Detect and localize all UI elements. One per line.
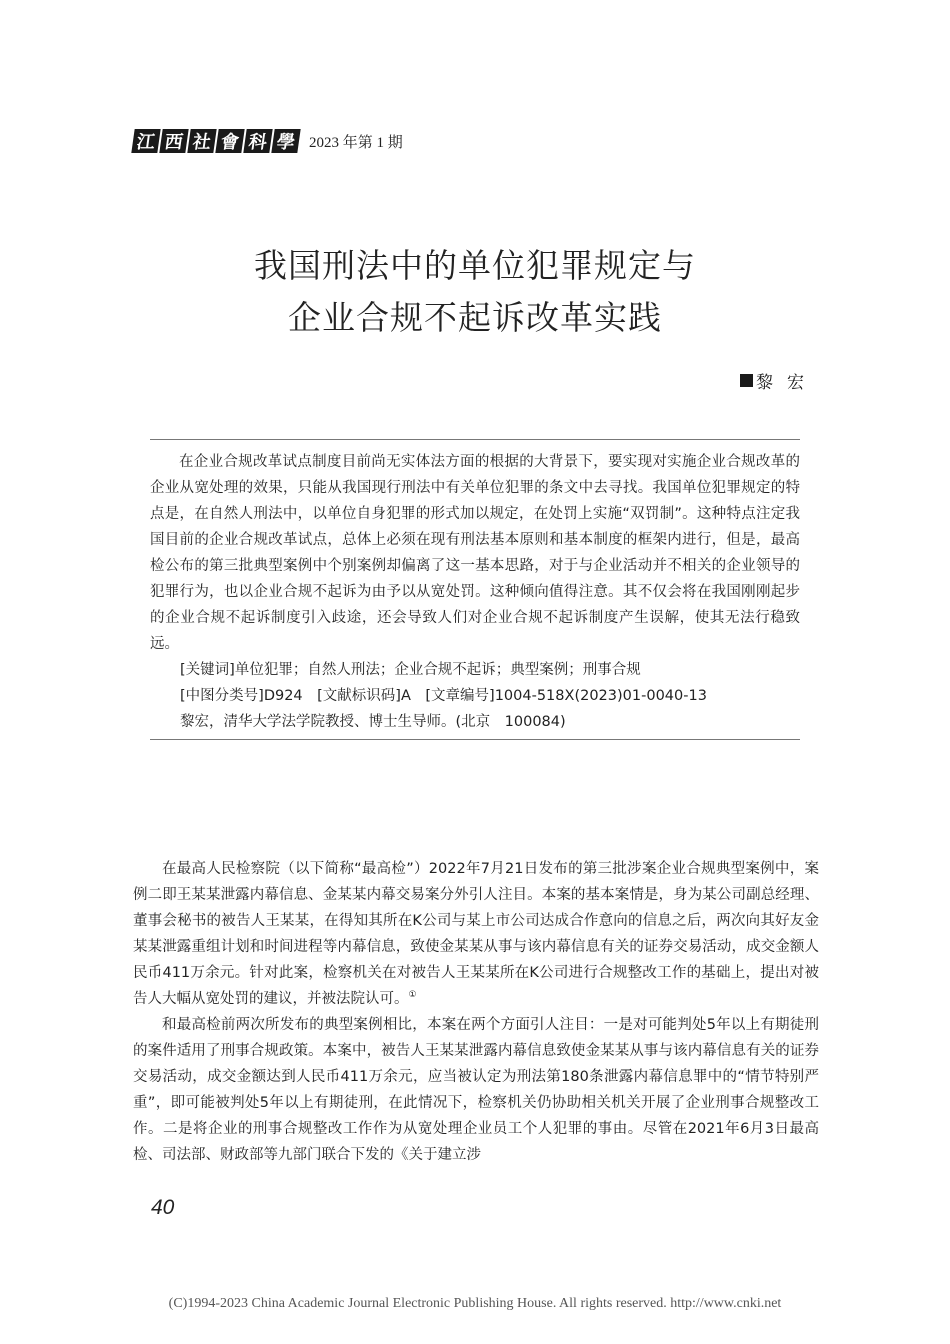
author-name: 黎宏	[756, 373, 818, 393]
journal-masthead-logo	[133, 128, 301, 154]
abstract-bottom-rule	[150, 739, 800, 740]
article-body	[133, 856, 819, 1168]
article-title-line-1: 我国刑法中的单位犯罪规定与	[254, 246, 696, 285]
author-byline	[740, 368, 818, 393]
masthead-char: 社	[187, 129, 216, 153]
keywords-line: [关键词]单位犯罪；自然人刑法；企业合规不起诉；典型案例；刑事合规	[180, 662, 641, 678]
masthead-char: 西	[159, 129, 188, 153]
abstract-top-rule	[150, 439, 800, 440]
abstract-text: 在企业合规改革试点制度目前尚无实体法方面的根据的大背景下，要实现对实施企业合规改革的企业从宽处理的效果，只能从我国现行刑法中有关单位犯罪的条文中去寻找。我国单位犯罪规定的特点是，在自然人刑法中，以单位自身犯罪的形式加以规定，在处罚上实施“双罚制”。这种特点注定我国目前的企业合规改革试点，总体上必须在现有刑法基本原则和基本制度的框架内进行，但是，最高检公布的第三批典型案例中个别案例却偏离了这一基本思路，对于与企业活动并不相关的企业领导的犯罪行为，也以企业合规不起诉为由予以从宽处罚。这种倾向值得注意。其不仅会将在我国刚刚起步的企业合规不起诉制度引入歧途，还会导致人们对企业合规不起诉制度产生误解，使其无法行稳致远。	[150, 454, 800, 652]
masthead-char: 江	[131, 129, 160, 153]
journal-header	[133, 128, 403, 154]
article-title-line-2: 企业合规不起诉改革实践	[288, 298, 662, 337]
copyright-footer: (C)1994-2023 China Academic Journal Electronic Publishing House. All rights reserved. http://www.cnki.net	[168, 1296, 782, 1311]
issue-label: 2023 年第 1 期	[309, 134, 403, 151]
masthead-char: 學	[271, 129, 300, 153]
footnote-marker[interactable]: ①	[408, 990, 417, 1001]
masthead-char: 科	[243, 129, 272, 153]
body-paragraph: 和最高检前两次所发布的典型案例相比，本案在两个方面引人注目：一是对可能判处5年以上有期徒刑的案件适用了刑事合规政策。本案中，被告人王某某泄露内幕信息致使金某某从事与该内幕信息有关的证券交易活动，成交金额达到人民币411万余元，应当被认定为刑法第180条泄露内幕信息罪中的“情节特别严重”，即可能被判处5年以上有期徒刑，在此情况下，检察机关仍协助相关机关开展了企业刑事合规整改工作。二是将企业的刑事合规整改工作作为从宽处理企业员工个人犯罪的事由。尽管在2021年6月3日最高检、司法部、财政部等九部门联合下发的《关于建立涉	[133, 1017, 819, 1163]
author-info-line: 黎宏，清华大学法学院教授、博士生导师。(北京 100084)	[180, 714, 566, 730]
square-bullet-icon	[740, 374, 753, 387]
body-paragraph-text: 在最高人民检察院（以下简称“最高检”）2022年7月21日发布的第三批涉案企业合规典型案例中，案例二即王某某泄露内幕信息、金某某内幕交易案分外引人注目。本案的基本案情是，身为某公司副总经理、董事会秘书的被告人王某某，在得知其所在K公司与某上市公司达成合作意向的信息之后，两次向其好友金某某泄露重组计划和时间进程等内幕信息，致使金某某从事与该内幕信息有关的证券交易活动，成交金额人民币411万余元。针对此案，检察机关在对被告人王某某所在K公司进行合规整改工作的基础上，提出对被告人大幅从宽处罚的建议，并被法院认可。	[133, 861, 819, 1007]
masthead-char: 會	[215, 129, 244, 153]
body-paragraph	[133, 856, 819, 1012]
abstract-block	[150, 449, 800, 657]
page-number: 40	[151, 1196, 175, 1219]
classification-line: [中图分类号]D924 [文献标识码]A [文章编号]1004-518X(2023)01-0040-13	[180, 688, 707, 704]
